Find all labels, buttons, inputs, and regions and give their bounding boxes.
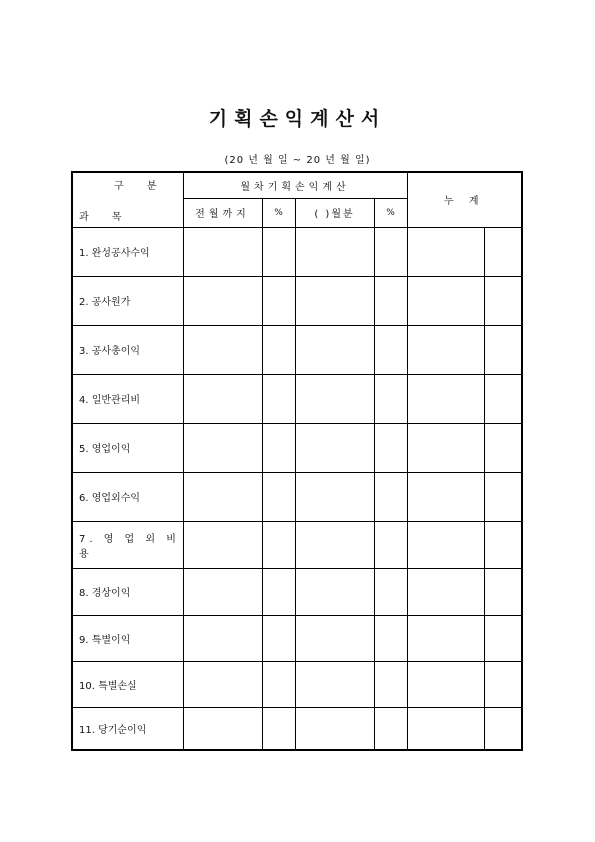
value-cell[interactable] xyxy=(183,472,262,521)
row-label: 10. 특별손실 xyxy=(72,661,183,707)
value-cell[interactable] xyxy=(407,325,484,374)
value-cell[interactable] xyxy=(484,661,522,707)
value-cell[interactable] xyxy=(407,423,484,472)
value-cell[interactable] xyxy=(262,276,295,325)
value-cell[interactable] xyxy=(407,707,484,750)
profit-loss-table xyxy=(71,171,523,751)
header-prev-month: 전월까지 xyxy=(183,198,262,227)
table-row xyxy=(72,325,522,374)
value-cell[interactable] xyxy=(183,521,262,568)
value-cell[interactable] xyxy=(407,227,484,276)
header-monthly-plan: 월차기획손익계산 xyxy=(183,172,407,198)
value-cell[interactable] xyxy=(183,707,262,750)
table-row xyxy=(72,276,522,325)
value-cell[interactable] xyxy=(484,325,522,374)
value-cell[interactable] xyxy=(374,325,407,374)
value-cell[interactable] xyxy=(295,276,374,325)
table-row xyxy=(72,521,522,568)
value-cell[interactable] xyxy=(407,276,484,325)
value-cell[interactable] xyxy=(183,615,262,661)
value-cell[interactable] xyxy=(484,707,522,750)
value-cell[interactable] xyxy=(484,568,522,615)
row-label: 3. 공사총이익 xyxy=(72,325,183,374)
table-row xyxy=(72,423,522,472)
value-cell[interactable] xyxy=(295,423,374,472)
value-cell[interactable] xyxy=(374,472,407,521)
value-cell[interactable] xyxy=(262,707,295,750)
table-row xyxy=(72,374,522,423)
value-cell[interactable] xyxy=(295,227,374,276)
value-cell[interactable] xyxy=(407,472,484,521)
value-cell[interactable] xyxy=(374,227,407,276)
value-cell[interactable] xyxy=(407,661,484,707)
value-cell[interactable] xyxy=(407,615,484,661)
value-cell[interactable] xyxy=(484,615,522,661)
value-cell[interactable] xyxy=(374,661,407,707)
value-cell[interactable] xyxy=(183,374,262,423)
value-cell[interactable] xyxy=(183,661,262,707)
row-label: 9. 특별이익 xyxy=(72,615,183,661)
table-row xyxy=(72,472,522,521)
value-cell[interactable] xyxy=(262,521,295,568)
value-cell[interactable] xyxy=(262,374,295,423)
table-row xyxy=(72,568,522,615)
value-cell[interactable] xyxy=(262,423,295,472)
value-cell[interactable] xyxy=(262,568,295,615)
value-cell[interactable] xyxy=(262,325,295,374)
value-cell[interactable] xyxy=(262,615,295,661)
value-cell[interactable] xyxy=(262,661,295,707)
row-label: 11. 당기순이익 xyxy=(72,707,183,750)
value-cell[interactable] xyxy=(295,661,374,707)
header-pct-2: % xyxy=(374,198,407,227)
value-cell[interactable] xyxy=(374,423,407,472)
value-cell[interactable] xyxy=(374,568,407,615)
header-cumulative: 누 계 xyxy=(407,172,522,227)
value-cell[interactable] xyxy=(407,521,484,568)
value-cell[interactable] xyxy=(484,227,522,276)
value-cell[interactable] xyxy=(183,325,262,374)
header-gubun: 구 분 xyxy=(114,181,167,192)
table-row xyxy=(72,615,522,661)
row-label: 1. 완성공사수익 xyxy=(72,227,183,276)
period-line: (20 년 월 일 ~ 20 년 월 일) xyxy=(224,155,371,166)
table-row xyxy=(72,661,522,707)
value-cell[interactable] xyxy=(407,568,484,615)
row-label: 2. 공사원가 xyxy=(72,276,183,325)
value-cell[interactable] xyxy=(484,276,522,325)
row-label: 8. 경상이익 xyxy=(72,568,183,615)
value-cell[interactable] xyxy=(183,423,262,472)
value-cell[interactable] xyxy=(374,374,407,423)
table-row xyxy=(72,227,522,276)
value-cell[interactable] xyxy=(295,521,374,568)
value-cell[interactable] xyxy=(262,227,295,276)
value-cell[interactable] xyxy=(295,707,374,750)
value-cell[interactable] xyxy=(374,615,407,661)
document-title: 기획손익계산서 xyxy=(208,108,387,130)
value-cell[interactable] xyxy=(295,615,374,661)
header-gwamok: 과 목 xyxy=(79,211,132,223)
value-cell[interactable] xyxy=(374,521,407,568)
row-label: 7. 영 업 외 비 용 xyxy=(72,521,183,568)
row-label: 5. 영업이익 xyxy=(72,423,183,472)
value-cell[interactable] xyxy=(183,276,262,325)
row-label: 6. 영업외수익 xyxy=(72,472,183,521)
value-cell[interactable] xyxy=(183,568,262,615)
header-this-month: ( )월분 xyxy=(295,198,374,227)
value-cell[interactable] xyxy=(407,374,484,423)
value-cell[interactable] xyxy=(484,374,522,423)
value-cell[interactable] xyxy=(484,423,522,472)
value-cell[interactable] xyxy=(295,472,374,521)
value-cell[interactable] xyxy=(295,325,374,374)
value-cell[interactable] xyxy=(295,374,374,423)
value-cell[interactable] xyxy=(484,472,522,521)
row-label: 4. 일반관리비 xyxy=(72,374,183,423)
value-cell[interactable] xyxy=(374,276,407,325)
header-category-cell xyxy=(72,172,183,227)
table-row xyxy=(72,707,522,750)
value-cell[interactable] xyxy=(484,521,522,568)
value-cell[interactable] xyxy=(374,707,407,750)
header-pct-1: % xyxy=(262,198,295,227)
value-cell[interactable] xyxy=(183,227,262,276)
value-cell[interactable] xyxy=(295,568,374,615)
value-cell[interactable] xyxy=(262,472,295,521)
